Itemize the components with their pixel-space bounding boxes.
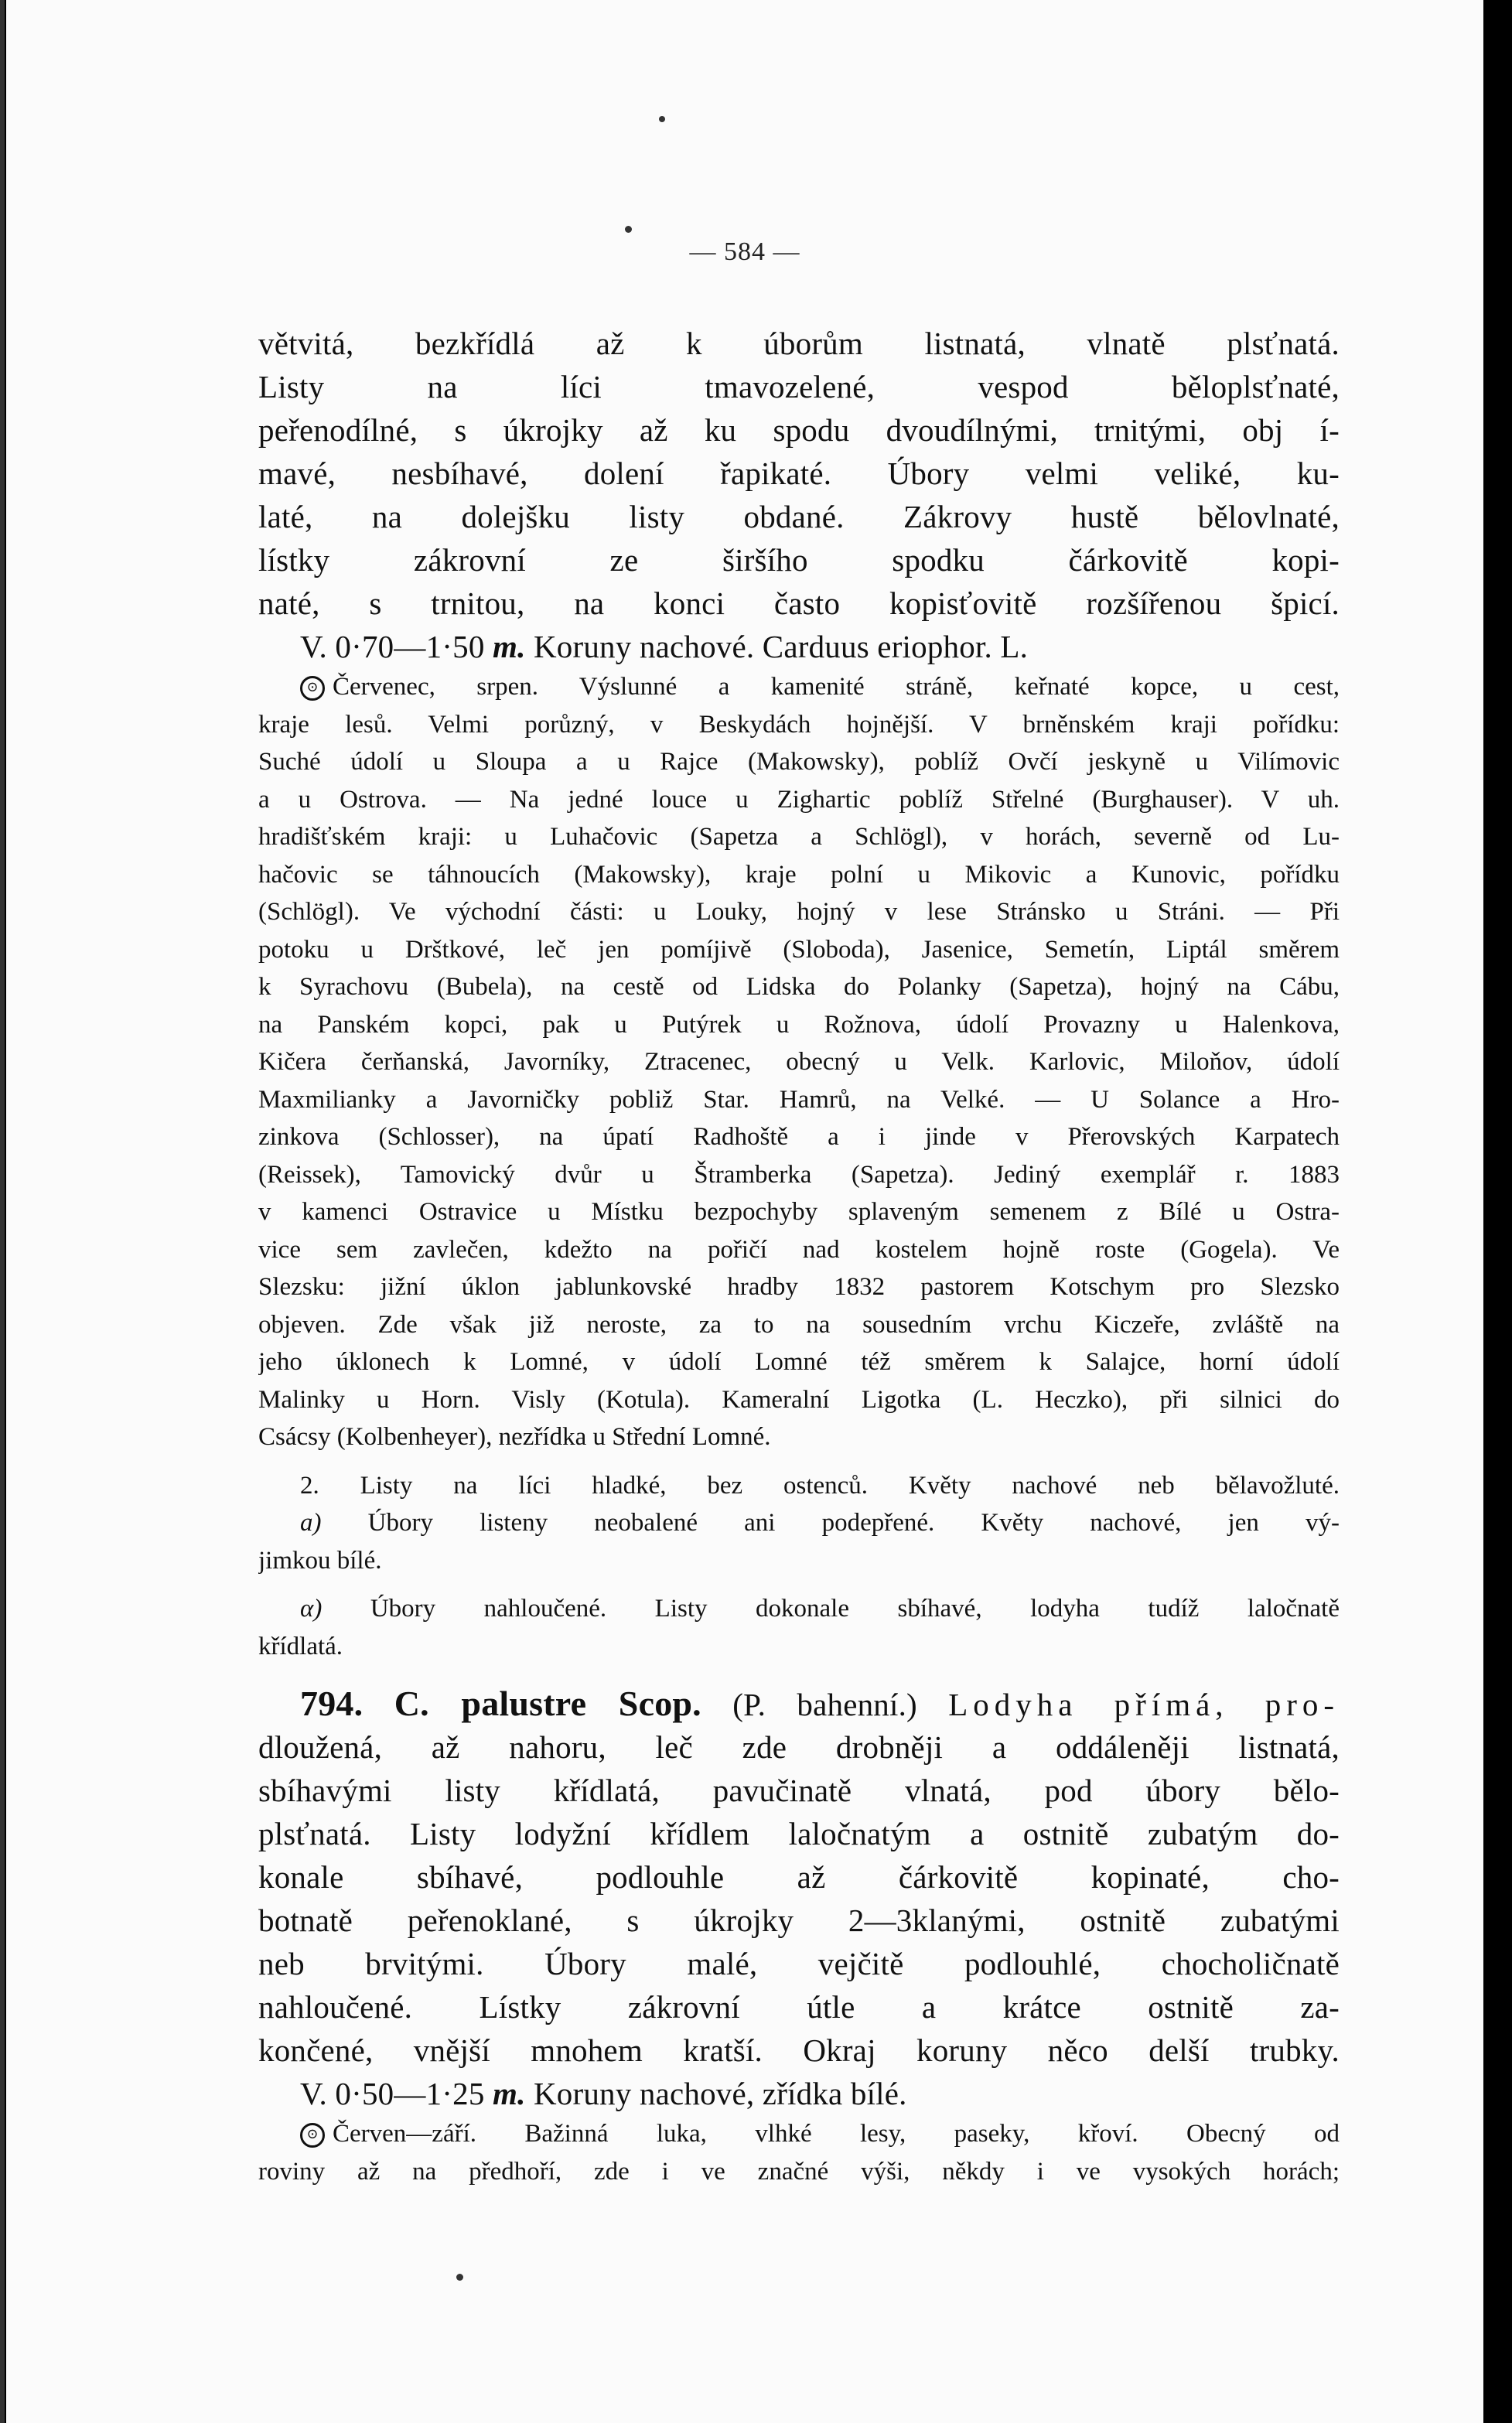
text-line: Csácsy (Kolbenheyer), nezřídka u Střední Lomné. — [258, 1423, 771, 1451]
text-line: plsťnatá. Listy lodyžní křídlem laločnatým a ostnitě zubatým do- — [258, 1816, 1340, 1851]
species-heading: 794. C. palustre Scop. (P. bahenní.) Lodyha přímá, pro- — [300, 1684, 1340, 1723]
text-line: (Reissek), Tamovický dvůr u Štramberka (Sapetza). Jediný exemplář r. 1883 — [258, 1160, 1340, 1189]
text-line: Kičera čerňanská, Javorníky, Ztracenec, obecný u Velk. Karlovic, Miloňov, údolí — [258, 1048, 1340, 1076]
text-line: botnatě peřenoklané, s úkrojky 2—3klanými, ostnitě zubatými — [258, 1903, 1340, 1938]
text-line: Slezsku: jižní úklon jablunkovské hradby 1832 pastorem Kotschym pro Slezsko — [258, 1273, 1340, 1301]
text-line: (Schlögl). Ve východní části: u Louky, hojný v lese Stránsko u Stráni. — Při — [258, 898, 1340, 926]
text-line: mavé, nesbíhavé, dolení řapikaté. Úbory velmi veliké, ku- — [258, 456, 1340, 491]
size-line: V. 0·70—1·50 m. Koruny nachové. Carduus eriophor. L. — [300, 629, 1029, 664]
text-line: hačovic se táhnoucích (Makowsky), kraje polní u Mikovic a Kunovic, pořídku — [258, 860, 1340, 889]
key-line: jimkou bílé. — [258, 1546, 382, 1575]
text-line: dloužená, až nahoru, leč zde drobněji a oddáleněji listnatá, — [258, 1729, 1340, 1765]
speck — [625, 226, 632, 233]
text-line: vice sem zavlečen, kdežto na pořičí nad kostelem hojně roste (Gogela). Ve — [258, 1235, 1340, 1264]
key-line: a) Úbory listeny neobalené ani podepřené. Květy nachové, jen vý- — [300, 1509, 1340, 1537]
text-line: větvitá, bezkřídlá až k úborům listnatá, vlnatě plsťnatá. — [258, 326, 1340, 361]
text-line: Maxmilianky a Javorničky pobliž Star. Hamrů, na Velké. — U Solance a Hro- — [258, 1085, 1340, 1114]
text-line: a u Ostrova. — Na jedné louce u Zighartic poblíž Střelné (Burghauser). V uh. — [258, 785, 1340, 814]
text-line: zinkova (Schlosser), na úpatí Radhoště a i jinde v Přerovských Karpatech — [258, 1123, 1340, 1151]
sun-symbol-icon: ⊙ — [300, 2123, 325, 2148]
speck — [659, 116, 665, 122]
text-line: sbíhavými listy křídlatá, pavučinatě vlnatá, pod úbory bělo- — [258, 1773, 1340, 1808]
page-number: — 584 — — [689, 237, 800, 266]
key-line: křídlatá. — [258, 1632, 343, 1660]
text-line: ⊙ Červen—září. Bažinná luka, vlhké lesy, paseky, křoví. Obecný od — [258, 2115, 1340, 2153]
text-line: na Panském kopci, pak u Putýrek u Rožnova, údolí Provazny u Halenkova, — [258, 1010, 1340, 1039]
text-line: peřenodílné, s úkrojky až ku spodu dvoudílnými, trnitými, obj í- — [258, 412, 1340, 448]
text-line: laté, na dolejšku listy obdané. Zákrovy hustě bělovlnaté, — [258, 499, 1340, 534]
text-line: hradišťském kraji: u Luhačovic (Sapetza a Schlögl), v horách, severně od Lu- — [258, 823, 1340, 851]
text-line: roviny až na předhoří, zde i ve značné výši, někdy i ve vysokých horách; — [258, 2157, 1340, 2186]
text-line: konale sbíhavé, podlouhle až čárkovitě kopinaté, cho- — [258, 1859, 1340, 1895]
page-body — [258, 322, 1340, 2190]
text-line: nahloučené. Lístky zákrovní útle a krátce ostnitě za- — [258, 1989, 1340, 2025]
key-line: 2. Listy na líci hladké, bez ostenců. Květy nachové neb bělavožluté. — [300, 1471, 1340, 1500]
text-line: v kamenci Ostravice u Místku bezpochyby splaveným semenem z Bílé u Ostra- — [258, 1198, 1340, 1226]
text-line: naté, s trnitou, na konci často kopisťovitě rozšířenou špicí. — [258, 585, 1340, 621]
text-line: lístky zákrovní ze širšího spodku čárkovitě kopi- — [258, 542, 1340, 578]
text-line: objeven. Zde však již neroste, za to na sousedním vrchu Kiczeře, zvláště na — [258, 1310, 1340, 1339]
text-line: jeho úklonech k Lomné, v údolí Lomné též směrem k Salajce, horní údolí — [258, 1348, 1340, 1376]
key-line: α) Úbory nahloučené. Listy dokonale sbíhavé, lodyha tudíž laločnatě — [300, 1595, 1340, 1623]
text-line: Malinky u Horn. Visly (Kotula). Kameralní Ligotka (L. Heczko), při silnici do — [258, 1385, 1340, 1414]
text-line: Suché údolí u Sloupa a u Rajce (Makowsky), poblíž Ovčí jeskyně u Vilímovic — [258, 748, 1340, 776]
text-line: kraje lesů. Velmi porůzný, v Beskydách hojnější. V brněnském kraji pořídku: — [258, 710, 1340, 739]
text-line: neb brvitými. Úbory malé, vejčitě podlouhlé, chocholičnatě — [258, 1946, 1340, 1981]
text-line: Listy na líci tmavozelené, vespod běloplsťnaté, — [258, 369, 1340, 404]
text-line: ⊙ Červenec, srpen. Výslunné a kamenité stráně, keřnaté kopce, u cest, — [258, 668, 1340, 706]
sun-symbol-icon: ⊙ — [300, 676, 325, 701]
text-line: potoku u Drštkové, leč jen pomíjivě (Sloboda), Jasenice, Semetín, Liptál směrem — [258, 935, 1340, 964]
size-line: V. 0·50—1·25 m. Koruny nachové, zřídka bílé. — [300, 2076, 907, 2111]
speck — [456, 2274, 463, 2281]
text-line: k Syrachovu (Bubela), na cestě od Lidska do Polanky (Sapetza), hojný na Cábu, — [258, 973, 1340, 1001]
text-line: končené, vnější mnohem kratší. Okraj koruny něco delší trubky. — [258, 2032, 1340, 2068]
scan-edge — [0, 0, 5, 2423]
book-page — [6, 0, 1483, 2423]
